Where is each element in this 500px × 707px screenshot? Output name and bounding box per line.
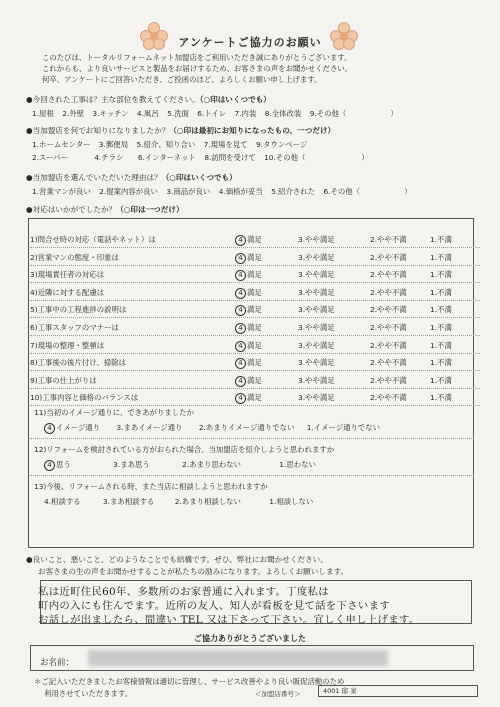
q4-note: （○印は一つだけ） <box>116 205 184 214</box>
rating-option-label: 3.やや満足 <box>298 252 335 262</box>
rating-option-label: 1.不満 <box>430 305 452 315</box>
rating-option-label: 1.不満 <box>430 340 452 350</box>
rating-option-label: 2.やや不満 <box>370 358 407 368</box>
rating-option[interactable] <box>235 269 262 281</box>
rating-option-label: 3.やや満足 <box>298 305 335 315</box>
rating-option[interactable] <box>430 234 452 245</box>
q12-option[interactable]: 思う <box>56 460 71 469</box>
rating-option[interactable] <box>298 234 335 245</box>
q13-option[interactable]: 1.相談しない <box>269 497 314 506</box>
rating-option[interactable] <box>430 357 452 368</box>
selected-mark: 4 <box>235 253 246 264</box>
rating-option[interactable] <box>235 322 262 334</box>
store-code-label: ＜加盟店番号＞ <box>255 690 301 698</box>
rating-option-label: 2.やや不満 <box>370 323 407 332</box>
rating-option-label: 3.やや満足 <box>298 340 335 350</box>
intro-line: このたびは、トータルリフォームネット加盟店をご利用いただき誠にありがとうございます。 <box>42 53 352 62</box>
handwritten-line: お話しが出ましたら、間違い TEL 又は下さって下さい。宜しく申し上げます。 <box>38 614 420 626</box>
rating-option-label: 1.不満 <box>430 358 452 368</box>
rating-option-label: 3.やや満足 <box>298 358 335 368</box>
rating-option[interactable] <box>298 304 335 315</box>
q2-text: ●当加盟店を何でお知りになりましたか？ <box>26 126 170 135</box>
rating-option[interactable] <box>430 322 452 333</box>
rating-row <box>30 300 480 318</box>
selected-mark: 4 <box>235 305 246 316</box>
rating-option[interactable] <box>235 252 262 264</box>
rating-option-label: 1.不満 <box>430 375 452 385</box>
rating-row <box>30 230 480 248</box>
rating-option-label: 満足 <box>247 375 262 385</box>
q2-option[interactable]: 1.ホームセンター <box>32 140 91 149</box>
rating-option-label: 1.不満 <box>430 252 452 262</box>
rating-option-label: 満足 <box>247 340 262 350</box>
rating-option-label: 2.やや不満 <box>370 340 407 350</box>
rating-option-label: 2.やや不満 <box>370 305 407 315</box>
free-comment-heading: ●良いこと、悪いこと、どのようなことでも結構です。ぜひ、弊社にお聞かせください。 <box>26 555 328 564</box>
q11-option[interactable]: 1.イメージ通りでない <box>306 423 381 432</box>
rating-option-label: 2.やや不満 <box>370 393 407 403</box>
rating-option-label: 1.不満 <box>430 323 452 332</box>
rating-option-label: 満足 <box>247 393 262 403</box>
free-comment-subheading: お客さまの生の声をお聞かせすることが私たちの励みになります。よろしくお願いします。 <box>38 567 349 576</box>
q2-option[interactable]: 5.紹介、知り合い <box>136 140 196 149</box>
rating-option[interactable] <box>235 392 262 404</box>
handwritten-line: 町内の入にも住んでます。近所の友人、知人が看板を見て話を下さいます <box>38 600 390 612</box>
rating-option[interactable] <box>298 269 335 280</box>
q1-option[interactable]: 2.外壁 <box>62 109 85 118</box>
q1-note: （○印はいくつでも） <box>199 95 271 104</box>
name-label: お名前： <box>40 658 75 668</box>
rating-row-label: 2)営業マンの態度・印象は <box>30 252 119 262</box>
rating-option[interactable] <box>370 304 407 315</box>
rating-option[interactable] <box>298 340 335 351</box>
q1-question <box>26 94 271 105</box>
q2-option[interactable]: 7.現場を見て <box>203 140 248 149</box>
intro-line: これからも、より良いサービスと製品をお届けするため、お客さまの声をお聞かせください。 <box>42 64 353 73</box>
selected-mark: 4 <box>235 323 246 334</box>
rating-option[interactable] <box>298 357 335 368</box>
q12-options <box>44 459 316 471</box>
divider <box>30 475 474 476</box>
rating-row-label: 9)工事の仕上がりは <box>30 375 97 385</box>
handwritten-line: 私は近町住民60年、多数所のお家普通に入れます。丁度私は <box>38 586 329 598</box>
page-title: アンケートご協力のお願い <box>178 36 322 49</box>
rating-row-label: 4)近隣に対する配慮は <box>30 287 105 297</box>
rating-row-label: 1)問合せ時の対応（電話やネット）は <box>30 235 156 244</box>
rating-option[interactable] <box>430 252 452 263</box>
q2-option[interactable]: 4.チラシ <box>94 153 124 162</box>
q13-option[interactable]: 3.まあ相談する <box>102 497 155 506</box>
q11-text: 11)当初のイメージ通りに、できあがりましたか <box>34 408 194 417</box>
rating-row-label: 7)現場の整理・整頓は <box>30 340 105 350</box>
q2-option[interactable]: 8.訪問を受けて <box>204 153 256 162</box>
q11-options <box>44 422 380 434</box>
q1-option[interactable]: 6.トイレ <box>197 109 227 118</box>
q1-option[interactable]: 7.内装 <box>234 109 257 118</box>
q3-option[interactable]: 2.提案内容が良い <box>99 187 158 196</box>
rating-option-label: 満足 <box>247 287 262 297</box>
q12-text: 12)リフォームを検討されている方がおられた場合、当加盟店を紹介しようと思われますか <box>34 445 335 454</box>
footer-note: 利用させていただきます。 <box>44 689 133 698</box>
rating-option-label: 3.やや満足 <box>298 235 335 244</box>
q2-options-a <box>32 139 313 150</box>
q3-option[interactable]: 1.営業マンが良い <box>32 187 91 196</box>
q3-option[interactable]: 5.紹介された <box>271 187 316 196</box>
q2-option-close: ） <box>361 153 369 162</box>
intro-line: 何卒、アンケートにご回答いただき、ご投函のほど、よろしくお願い申し上げます。 <box>42 75 322 84</box>
q12-selected-mark[interactable]: 4 <box>44 460 55 471</box>
rating-row <box>30 388 480 406</box>
q3-text: ●当加盟店を選んでいただいた理由は？ <box>26 173 162 182</box>
rating-row-label: 6)工事スタッフのマナーは <box>30 323 119 332</box>
q2-option[interactable]: 9.タウンページ <box>255 140 308 149</box>
store-code-value: 4001 邸 案 <box>318 685 478 697</box>
rating-row <box>30 265 480 283</box>
rating-option-label: 3.やや満足 <box>298 270 335 280</box>
rating-row <box>30 353 480 371</box>
rating-option[interactable] <box>235 375 262 387</box>
q3-option[interactable]: 4.価格が妥当 <box>218 187 263 196</box>
rating-option[interactable] <box>298 375 335 386</box>
rating-option[interactable] <box>430 375 452 386</box>
selected-mark: 4 <box>235 288 246 299</box>
rating-option[interactable] <box>370 340 407 351</box>
rating-option[interactable] <box>235 304 262 316</box>
rating-option-label: 1.不満 <box>430 235 452 244</box>
rating-option[interactable] <box>430 304 452 315</box>
q4-text: ●対応はいかがでしたか？ <box>26 205 117 214</box>
rating-option-label: 満足 <box>247 323 262 332</box>
rating-option[interactable] <box>370 287 407 298</box>
rating-option-label: 満足 <box>247 235 262 244</box>
rating-option-label: 3.やや満足 <box>298 287 335 297</box>
rating-option-label: 3.やや満足 <box>298 323 335 332</box>
rating-row <box>30 248 480 266</box>
rating-option[interactable] <box>235 340 262 352</box>
rating-row-label: 3)現場責任者の対応は <box>30 270 105 280</box>
rating-option-label: 2.やや不満 <box>370 235 407 244</box>
selected-mark: 4 <box>235 376 246 387</box>
q1-option-close: ） <box>390 109 398 118</box>
q3-option[interactable]: 3.商品が良い <box>166 187 211 196</box>
selected-mark: 4 <box>235 358 246 369</box>
rating-option-label: 満足 <box>247 270 262 280</box>
q3-option[interactable]: 6.その他（ <box>323 187 361 196</box>
q3-options <box>32 186 417 197</box>
rating-option[interactable] <box>430 340 452 351</box>
q2-option[interactable]: 10.その他（ <box>264 153 306 162</box>
intro-text <box>42 52 462 85</box>
selected-mark: 4 <box>235 235 246 246</box>
rating-option[interactable] <box>235 287 262 299</box>
rating-option[interactable] <box>370 392 407 403</box>
q2-option[interactable]: 2.スーパー <box>32 153 68 162</box>
q2-question <box>26 125 335 136</box>
q12-option[interactable]: 1.思わない <box>279 460 316 469</box>
rating-option-label: 1.不満 <box>430 287 452 297</box>
selected-mark: 4 <box>235 341 246 352</box>
rating-option[interactable] <box>298 322 335 333</box>
rating-option[interactable] <box>370 234 407 245</box>
rating-option[interactable] <box>370 375 407 386</box>
rating-option[interactable] <box>235 357 262 369</box>
rating-option[interactable] <box>370 269 407 280</box>
rating-option-label: 2.やや不満 <box>370 252 407 262</box>
q1-option[interactable]: 4.風呂 <box>136 109 159 118</box>
q1-text: ●今回された工事は？主な部位を教えてください。 <box>26 95 200 104</box>
rating-option[interactable] <box>370 322 407 333</box>
rating-option[interactable] <box>298 287 335 298</box>
selected-mark: 4 <box>235 393 246 404</box>
rating-option[interactable] <box>298 392 335 403</box>
q3-option-close: ） <box>404 187 412 196</box>
rating-option[interactable] <box>235 234 262 246</box>
q13-option[interactable]: 2.あまり相談しない <box>174 497 241 506</box>
rating-option[interactable] <box>370 357 407 368</box>
name-redacted <box>88 650 388 666</box>
q1-option[interactable]: 3.キッチン <box>92 109 129 118</box>
q2-option[interactable]: 3.郵便局 <box>98 140 129 149</box>
q1-option[interactable]: 8.全体改装 <box>264 109 302 118</box>
q12-option[interactable]: 2.あまり思わない <box>182 460 241 469</box>
rating-option[interactable] <box>370 252 407 263</box>
rating-option[interactable] <box>430 392 452 403</box>
q2-option[interactable]: 6.インターネット <box>137 153 196 162</box>
q13-option[interactable]: 4.相談する <box>44 497 81 506</box>
rating-row-label: 10)工事内容と価格のバランスは <box>30 393 139 403</box>
q11-selected-mark[interactable]: 4 <box>44 423 55 434</box>
footer-note: ＊ご記入いただきましたお客様情報は適切に管理し、サービス改善やより良い販促活動のため <box>34 677 345 686</box>
rating-option-label: 満足 <box>247 358 262 368</box>
thanks-text: ご協力ありがとうございました <box>194 634 306 643</box>
q1-option[interactable]: 9.その他（ <box>309 109 347 118</box>
rating-row <box>30 283 480 301</box>
rating-row <box>30 336 480 354</box>
rating-option[interactable] <box>298 252 335 263</box>
rating-option-label: 2.やや不満 <box>370 287 407 297</box>
q13-options <box>44 496 313 507</box>
rating-row-label: 8)工事後の後片付け、掃除は <box>30 358 126 368</box>
rating-option[interactable] <box>430 269 452 280</box>
rating-option[interactable] <box>430 287 452 298</box>
selected-mark: 4 <box>235 270 246 281</box>
rating-option-label: 満足 <box>247 305 262 315</box>
rating-option-label: 3.やや満足 <box>298 393 335 403</box>
q3-note: （○印はいくつでも） <box>161 173 237 182</box>
divider <box>30 438 474 439</box>
q1-options <box>32 108 404 119</box>
rating-option-label: 1.不満 <box>430 393 452 403</box>
q3-question <box>26 172 237 183</box>
q11-option[interactable]: イメージ通り <box>56 423 101 432</box>
q4-question <box>26 204 184 215</box>
rating-option-label: 2.やや不満 <box>370 270 407 280</box>
q12-option[interactable]: 3.まあ思う <box>113 460 150 469</box>
rating-option-label: 2.やや不満 <box>370 375 407 385</box>
rating-option-label: 3.やや満足 <box>298 375 335 385</box>
rating-row <box>30 371 480 389</box>
q1-option[interactable]: 5.洗面 <box>167 109 189 118</box>
q13-text: 13)今後、リフォームされる時、また当店に相談しようと思われますか <box>34 482 268 491</box>
rating-option-label: 1.不満 <box>430 270 452 280</box>
q11-option[interactable]: 3.まあイメージ通り <box>116 423 183 432</box>
q11-option[interactable]: 2.あまりイメージ通りでない <box>198 423 295 432</box>
rating-row-label: 5)工事中の工程進捗の説明は <box>30 305 127 315</box>
q2-note: （○印は最初にお知りになったもの、一つだけ） <box>169 126 336 135</box>
rating-row <box>30 318 480 336</box>
q2-options-b <box>32 152 375 163</box>
q1-option[interactable]: 1.屋根 <box>32 109 54 118</box>
rating-option-label: 満足 <box>247 252 262 262</box>
